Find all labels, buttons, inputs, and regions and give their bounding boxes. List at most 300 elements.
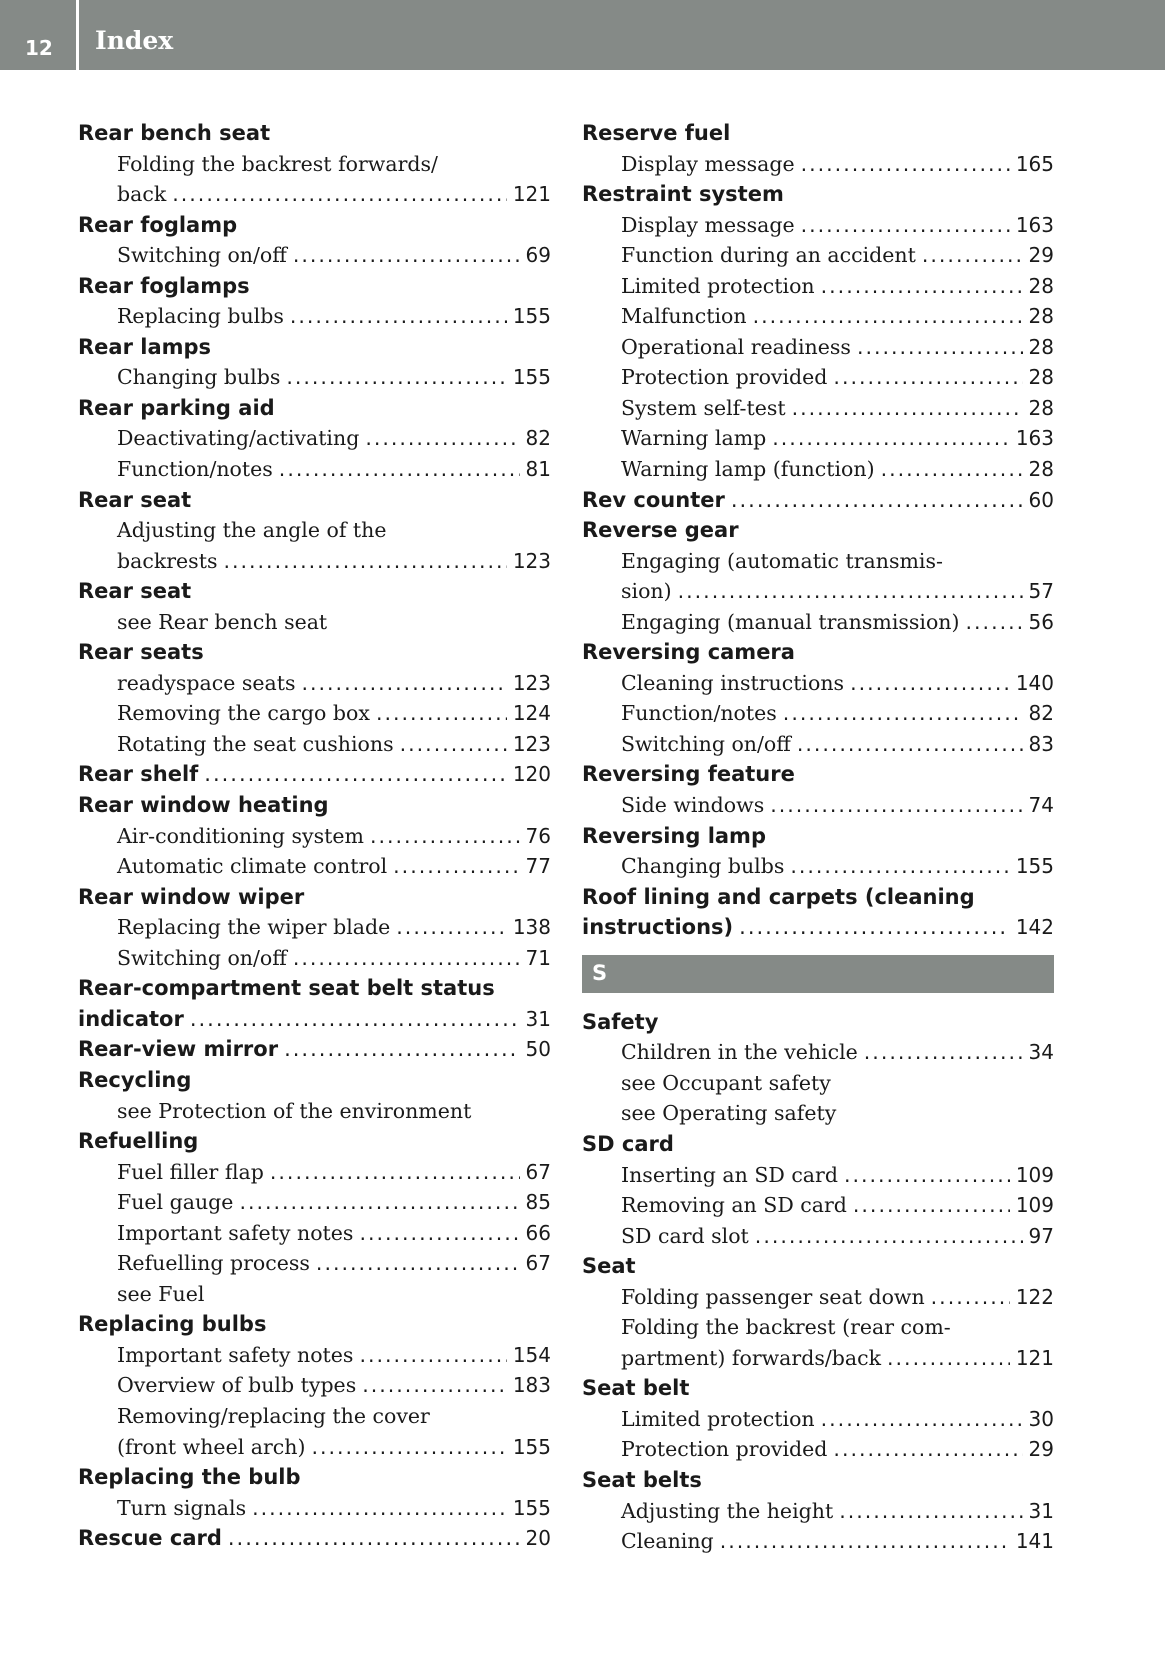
dot-leader — [400, 729, 507, 759]
dot-leader — [881, 454, 1023, 484]
index-entry-heading — [582, 759, 1054, 790]
dot-leader — [821, 1404, 1023, 1434]
entry-text: see Protection of the environment — [117, 1098, 472, 1123]
entry-text: Changing bulbs — [621, 854, 785, 879]
entry-text: Function/notes — [117, 457, 273, 482]
entry-text: backrests — [117, 548, 218, 573]
index-subentry — [582, 668, 1054, 699]
entry-text: Restraint system — [582, 182, 784, 207]
dot-leader — [797, 729, 1023, 759]
entry-text: Fuel filler flap — [117, 1159, 264, 1184]
entry-text: Fuel gauge — [117, 1190, 234, 1215]
index-entry-heading — [78, 973, 551, 1004]
page-reference: 155 — [512, 365, 551, 390]
dot-leader — [293, 943, 520, 973]
index-subentry — [78, 423, 551, 454]
entry-text: Important safety notes — [117, 1220, 354, 1245]
page-reference: 57 — [1028, 579, 1054, 604]
entry-text: Engaging (automatic transmis- — [621, 548, 943, 573]
page-reference: 155 — [1015, 854, 1054, 879]
index-subentry — [78, 821, 551, 852]
dot-leader — [770, 790, 1022, 820]
page-reference: 140 — [1015, 670, 1054, 695]
dot-leader — [753, 301, 1023, 331]
page-reference: 77 — [525, 854, 551, 879]
entry-text: Function during an accident — [621, 243, 916, 268]
entry-text: Recycling — [78, 1067, 192, 1092]
entry-text: Rear-view mirror — [78, 1037, 279, 1062]
index-subentry — [78, 1248, 551, 1279]
index-subentry — [582, 454, 1054, 485]
index-column-right — [582, 118, 1054, 1557]
dot-leader — [887, 1343, 1010, 1373]
dot-leader — [190, 1004, 520, 1034]
entry-text: Folding the backrest forwards/ — [117, 151, 438, 176]
entry-text: see Fuel — [117, 1281, 205, 1306]
dot-leader — [396, 912, 507, 942]
page-reference: 183 — [512, 1373, 551, 1398]
entry-text: Folding the backrest (rear com- — [621, 1315, 951, 1340]
page-reference: 66 — [525, 1220, 551, 1245]
dot-leader — [316, 1248, 520, 1278]
index-entry-heading — [582, 118, 1054, 149]
page-reference: 141 — [1015, 1529, 1054, 1554]
index-subentry — [582, 1404, 1054, 1435]
index-subentry — [78, 1187, 551, 1218]
entry-text: Rear seat — [78, 579, 192, 604]
page-reference: 28 — [1028, 304, 1054, 329]
index-entry-heading — [582, 1465, 1054, 1496]
entry-text: Inserting an SD card — [621, 1162, 838, 1187]
page-reference: 109 — [1015, 1162, 1054, 1187]
entry-text: Operational readiness — [621, 334, 851, 359]
page-reference: 28 — [1028, 365, 1054, 390]
index-subentry — [78, 179, 551, 210]
page-title: Index — [95, 26, 174, 55]
entry-text: Rotating the seat cushions — [117, 731, 394, 756]
dot-leader — [279, 454, 520, 484]
dot-leader — [301, 668, 506, 698]
index-subentry — [78, 1218, 551, 1249]
page-reference: 28 — [1028, 334, 1054, 359]
entry-text: Overview of bulb types — [117, 1373, 357, 1398]
entry-text: Replacing bulbs — [78, 1312, 267, 1337]
index-entry-heading — [78, 882, 551, 913]
index-subentry — [78, 668, 551, 699]
entry-text: Cleaning instructions — [621, 670, 845, 695]
index-subentry — [78, 851, 551, 882]
entry-text: see Operating safety — [621, 1101, 837, 1126]
page-reference: 109 — [1015, 1193, 1054, 1218]
entry-text: Switching on/off — [117, 243, 287, 268]
index-subentry — [582, 576, 1054, 607]
entry-text: Display message — [621, 212, 795, 237]
entry-text: Automatic climate control — [117, 854, 388, 879]
entry-text: SD card slot — [621, 1223, 749, 1248]
index-subentry — [582, 729, 1054, 760]
index-subentry — [78, 1401, 551, 1432]
entry-text: Reversing feature — [582, 762, 795, 787]
page-reference: 142 — [1015, 915, 1054, 940]
index-entry-heading — [78, 1462, 551, 1493]
index-subentry — [582, 240, 1054, 271]
index-subentry — [582, 1037, 1054, 1068]
dot-leader — [857, 332, 1023, 362]
index-entry-heading — [78, 118, 551, 149]
entry-text: Adjusting the angle of the — [117, 518, 387, 543]
dot-leader — [370, 821, 520, 851]
entry-text: Cleaning — [621, 1529, 714, 1554]
entry-text: Reversing camera — [582, 640, 795, 665]
index-subentry — [582, 1312, 1054, 1343]
index-subentry — [582, 332, 1054, 363]
dot-leader — [284, 1034, 519, 1064]
index-subentry — [78, 240, 551, 271]
index-subentry — [582, 546, 1054, 577]
entry-text: sion) — [621, 579, 672, 604]
entry-text: (front wheel arch) — [117, 1434, 306, 1459]
entry-text: Switching on/off — [621, 731, 791, 756]
dot-leader — [376, 698, 507, 728]
entry-text: Rear foglamps — [78, 273, 250, 298]
index-subentry — [78, 607, 551, 638]
entry-text: Safety — [582, 1009, 659, 1034]
index-entry-heading — [78, 210, 551, 241]
page-reference: 28 — [1028, 273, 1054, 298]
index-subentry — [78, 1370, 551, 1401]
entry-text: Adjusting the height — [621, 1498, 834, 1523]
index-entry-heading — [582, 912, 1054, 943]
index-entry-heading — [78, 1523, 551, 1554]
index-subentry — [78, 149, 551, 180]
page-reference: 138 — [512, 915, 551, 940]
entry-text: Seat belts — [582, 1467, 702, 1492]
page-reference: 30 — [1028, 1406, 1054, 1431]
page-reference: 20 — [525, 1526, 551, 1551]
dot-leader — [864, 1037, 1023, 1067]
page-reference: 50 — [525, 1037, 551, 1062]
index-entry-heading — [582, 821, 1054, 852]
dot-leader — [790, 851, 1009, 881]
page-reference: 120 — [512, 762, 551, 787]
page-reference: 82 — [525, 426, 551, 451]
entry-text: Important safety notes — [117, 1342, 354, 1367]
index-subentry — [582, 1343, 1054, 1374]
page-reference: 69 — [525, 243, 551, 268]
index-subentry — [582, 1160, 1054, 1191]
page-reference: 31 — [525, 1006, 551, 1031]
entry-text: Rev counter — [582, 487, 725, 512]
entry-text: Limited protection — [621, 1406, 815, 1431]
page-reference: 154 — [512, 1342, 551, 1367]
entry-text: Folding passenger seat down — [621, 1284, 925, 1309]
entry-text: Function/notes — [621, 701, 777, 726]
index-subentry — [78, 1340, 551, 1371]
page-reference: 121 — [1015, 1345, 1054, 1370]
dot-leader — [739, 912, 1010, 942]
entry-text: Air-conditioning system — [117, 823, 364, 848]
index-entry-heading — [582, 882, 1054, 913]
entry-text: Replacing the bulb — [78, 1465, 301, 1490]
index-subentry — [582, 271, 1054, 302]
dot-leader — [293, 240, 520, 270]
dot-leader — [922, 240, 1023, 270]
index-subentry — [78, 362, 551, 393]
index-subentry — [78, 1432, 551, 1463]
index-subentry — [582, 1068, 1054, 1099]
page-reference: 56 — [1028, 609, 1054, 634]
dot-leader — [966, 607, 1023, 637]
page-reference: 85 — [525, 1190, 551, 1215]
index-subentry — [582, 1190, 1054, 1221]
entry-text: Roof lining and carpets (cleaning — [582, 884, 975, 909]
entry-text: Side windows — [621, 793, 765, 818]
index-subentry — [582, 149, 1054, 180]
entry-text: Reversing lamp — [582, 823, 766, 848]
entry-text: Changing bulbs — [117, 365, 281, 390]
dot-leader — [853, 1190, 1010, 1220]
entry-text: Rear foglamp — [78, 212, 238, 237]
index-entry-heading — [78, 393, 551, 424]
page-reference: 155 — [512, 1434, 551, 1459]
index-entry-heading — [582, 485, 1054, 516]
index-entry-heading — [78, 790, 551, 821]
entry-text: Malfunction — [621, 304, 747, 329]
index-subentry — [582, 607, 1054, 638]
page-reference: 28 — [1028, 457, 1054, 482]
entry-text: Turn signals — [117, 1495, 247, 1520]
dot-leader — [792, 393, 1023, 423]
dot-leader — [359, 1218, 519, 1248]
entry-text: readyspace seats — [117, 670, 296, 695]
index-subentry — [78, 698, 551, 729]
entry-text: System self-test — [621, 395, 786, 420]
index-entry-heading — [78, 576, 551, 607]
index-subentry — [78, 515, 551, 546]
dot-leader — [678, 576, 1023, 606]
page-reference: 67 — [525, 1251, 551, 1276]
index-subentry — [78, 1493, 551, 1524]
entry-text: Rescue card — [78, 1526, 222, 1551]
dot-leader — [801, 210, 1010, 240]
dot-leader — [731, 485, 1023, 515]
dot-leader — [772, 423, 1010, 453]
dot-leader — [365, 423, 519, 453]
page-reference: 122 — [1015, 1284, 1054, 1309]
index-subentry — [582, 362, 1054, 393]
dot-leader — [833, 362, 1022, 392]
entry-text: Switching on/off — [117, 945, 287, 970]
index-subentry — [582, 1098, 1054, 1129]
dot-leader — [286, 362, 506, 392]
page-reference: 97 — [1028, 1223, 1054, 1248]
entry-text: Removing/replacing the cover — [117, 1403, 430, 1428]
index-subentry — [78, 546, 551, 577]
dot-leader — [172, 179, 507, 209]
entry-text: Children in the vehicle — [621, 1040, 858, 1065]
index-entry-heading — [582, 515, 1054, 546]
index-entry-heading — [582, 1007, 1054, 1038]
entry-text: Limited protection — [621, 273, 815, 298]
index-entry-heading — [78, 1309, 551, 1340]
index-subentry — [78, 1096, 551, 1127]
page-reference: 29 — [1028, 1437, 1054, 1462]
index-subentry — [78, 943, 551, 974]
entry-text: Rear window heating — [78, 793, 329, 818]
page-reference: 163 — [1015, 212, 1054, 237]
page-reference: 123 — [512, 548, 551, 573]
page-reference: 83 — [1028, 731, 1054, 756]
entry-text: Rear shelf — [78, 762, 199, 787]
entry-text: Rear seats — [78, 640, 204, 665]
page-reference: 82 — [1028, 701, 1054, 726]
entry-text: Rear-compartment seat belt status — [78, 976, 495, 1001]
dot-leader — [833, 1434, 1022, 1464]
entry-text: Rear window wiper — [78, 884, 305, 909]
entry-text: Display message — [621, 151, 795, 176]
dot-leader — [720, 1526, 1010, 1556]
page-reference: 31 — [1028, 1498, 1054, 1523]
entry-text: Protection provided — [621, 1437, 828, 1462]
dot-leader — [839, 1496, 1022, 1526]
index-subentry — [78, 729, 551, 760]
page-reference: 163 — [1015, 426, 1054, 451]
entry-text: Warning lamp — [621, 426, 767, 451]
section-letter: S — [592, 960, 608, 985]
page-reference: 155 — [512, 1495, 551, 1520]
entry-text: instructions) — [582, 915, 734, 940]
entry-text: Warning lamp (function) — [621, 457, 875, 482]
index-subentry — [582, 1434, 1054, 1465]
entry-text: indicator — [78, 1006, 184, 1031]
page-reference: 123 — [512, 731, 551, 756]
index-entry-heading — [78, 271, 551, 302]
entry-text: Reserve fuel — [582, 121, 731, 145]
entry-text: back — [117, 182, 167, 207]
page-reference: 34 — [1028, 1040, 1054, 1065]
dot-leader — [228, 1523, 520, 1553]
entry-text: Refuelling — [78, 1129, 199, 1154]
entry-text: Removing an SD card — [621, 1193, 847, 1218]
entry-text: Replacing the wiper blade — [117, 915, 391, 940]
page-reference: 165 — [1015, 151, 1054, 176]
index-subentry — [78, 1279, 551, 1310]
page-number: 12 — [25, 36, 53, 60]
index-entry-heading — [78, 485, 551, 516]
dot-leader — [290, 301, 507, 331]
index-entry-heading — [582, 179, 1054, 210]
index-subentry — [582, 1526, 1054, 1557]
index-column-left — [78, 118, 551, 1554]
dot-leader — [204, 759, 507, 789]
page-reference: 71 — [525, 945, 551, 970]
entry-text: Deactivating/activating — [117, 426, 360, 451]
entry-text: Protection provided — [621, 365, 828, 390]
dot-leader — [755, 1221, 1023, 1251]
dot-leader — [223, 546, 506, 576]
dot-leader — [270, 1157, 520, 1187]
index-subentry — [582, 698, 1054, 729]
entry-text: Rear bench seat — [78, 121, 271, 145]
index-subentry — [78, 912, 551, 943]
index-subentry — [582, 301, 1054, 332]
index-subentry — [582, 393, 1054, 424]
dot-leader — [359, 1340, 506, 1370]
entry-text: partment) forwards/back — [621, 1345, 882, 1370]
entry-text: SD card — [582, 1131, 674, 1156]
page-reference: 67 — [525, 1159, 551, 1184]
dot-leader — [844, 1160, 1010, 1190]
page-reference: 124 — [512, 701, 551, 726]
index-subentry — [582, 1282, 1054, 1313]
index-entry-heading — [78, 1065, 551, 1096]
entry-text: Seat belt — [582, 1376, 690, 1401]
dot-leader — [393, 851, 519, 881]
entry-text: see Rear bench seat — [117, 609, 328, 634]
index-entry-heading — [582, 1373, 1054, 1404]
page-reference: 28 — [1028, 395, 1054, 420]
dot-leader — [850, 668, 1010, 698]
dot-leader — [801, 149, 1010, 179]
index-entry-heading — [582, 637, 1054, 668]
page-reference: 123 — [512, 670, 551, 695]
index-entry-heading — [582, 1129, 1054, 1160]
index-entry-heading — [78, 1126, 551, 1157]
section-letter-bar — [582, 955, 1054, 993]
index-entry-heading — [78, 637, 551, 668]
index-entry-heading — [78, 332, 551, 363]
index-subentry — [582, 210, 1054, 241]
entry-text: Refuelling process — [117, 1251, 310, 1276]
entry-text: Engaging (manual transmission) — [621, 609, 960, 634]
index-entry-heading — [78, 759, 551, 790]
page-reference: 74 — [1028, 793, 1054, 818]
page-reference: 121 — [512, 182, 551, 207]
index-entry-heading — [78, 1034, 551, 1065]
entry-text: see Occupant safety — [621, 1070, 831, 1095]
index-subentry — [582, 851, 1054, 882]
page-header — [0, 0, 1165, 70]
entry-text: Rear parking aid — [78, 395, 275, 420]
entry-text: Rear seat — [78, 487, 192, 512]
index-subentry — [78, 1157, 551, 1188]
index-subentry — [582, 790, 1054, 821]
entry-text: Replacing bulbs — [117, 304, 284, 329]
entry-text: Reverse gear — [582, 518, 739, 543]
entry-text: Seat — [582, 1254, 636, 1279]
dot-leader — [252, 1493, 507, 1523]
page-reference: 81 — [525, 457, 551, 482]
index-subentry — [78, 301, 551, 332]
index-entry-heading — [582, 1251, 1054, 1282]
entry-text: Removing the cargo box — [117, 701, 370, 726]
index-subentry — [582, 1496, 1054, 1527]
index-entry-heading — [78, 1004, 551, 1035]
entry-text: Rear lamps — [78, 334, 212, 359]
page-reference: 60 — [1028, 487, 1054, 512]
dot-leader — [821, 271, 1023, 301]
dot-leader — [239, 1187, 519, 1217]
dot-leader — [931, 1282, 1010, 1312]
page-reference: 155 — [512, 304, 551, 329]
index-subentry — [582, 423, 1054, 454]
index-subentry — [78, 454, 551, 485]
dot-leader — [311, 1432, 506, 1462]
dot-leader — [362, 1370, 507, 1400]
page-reference: 29 — [1028, 243, 1054, 268]
header-divider — [76, 0, 79, 70]
dot-leader — [783, 698, 1023, 728]
